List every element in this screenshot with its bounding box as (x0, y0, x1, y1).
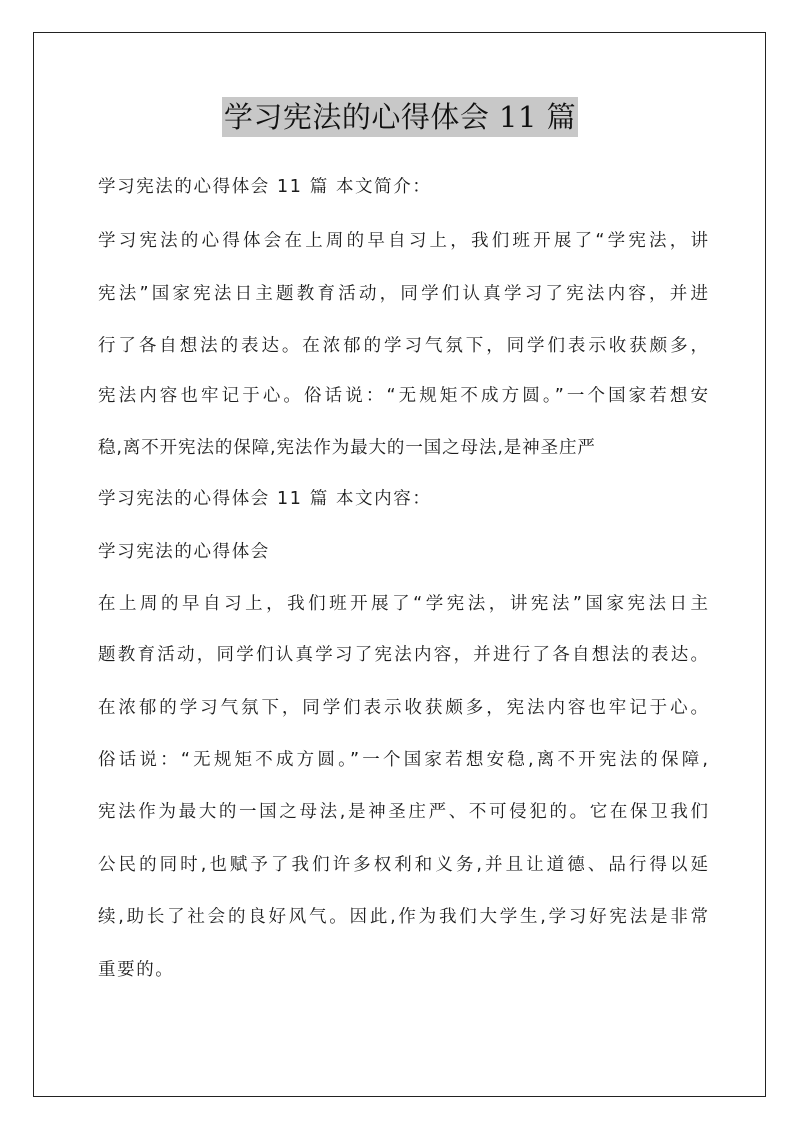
body-line: 题教育活动，同学们认真学习了宪法内容，并进行了各自想法的表达。 (98, 645, 708, 665)
body-line: 在上周的早自习上，我们班开展了“学宪法，讲宪法”国家宪法日主 (98, 594, 708, 614)
document-title: 学习宪法的心得体会 11 篇 (222, 97, 578, 137)
intro-line: 学习宪法的心得体会在上周的早自习上，我们班开展了“学宪法，讲 (98, 231, 708, 251)
body-line: 公民的同时,也赋予了我们许多权利和义务,并且让道德、品行得以延 (98, 855, 708, 875)
intro-line: 宪法内容也牢记于心。俗话说：“无规矩不成方圆。”一个国家若想安 (98, 386, 708, 406)
body-line: 宪法作为最大的一国之母法,是神圣庄严、不可侵犯的。它在保卫我们 (98, 802, 708, 822)
intro-heading: 学习宪法的心得体会 11 篇 本文简介： (98, 177, 432, 197)
intro-line: 稳,离不开宪法的保障,宪法作为最大的一国之母法,是神圣庄严 (98, 438, 596, 458)
content-heading: 学习宪法的心得体会 11 篇 本文内容： (98, 489, 432, 509)
body-line: 重要的。 (98, 960, 175, 980)
body-line: 俗话说：“无规矩不成方圆。”一个国家若想安稳,离不开宪法的保障, (98, 750, 708, 770)
body-line: 在浓郁的学习气氛下，同学们表示收获颇多，宪法内容也牢记于心。 (98, 698, 708, 718)
section-title: 学习宪法的心得体会 (98, 542, 270, 562)
intro-line: 行了各自想法的表达。在浓郁的学习气氛下，同学们表示收获颇多， (98, 336, 708, 356)
intro-line: 宪法”国家宪法日主题教育活动，同学们认真学习了宪法内容，并进 (98, 284, 708, 304)
title-wrapper (0, 97, 800, 137)
body-line: 续,助长了社会的良好风气。因此,作为我们大学生,学习好宪法是非常 (98, 907, 708, 927)
